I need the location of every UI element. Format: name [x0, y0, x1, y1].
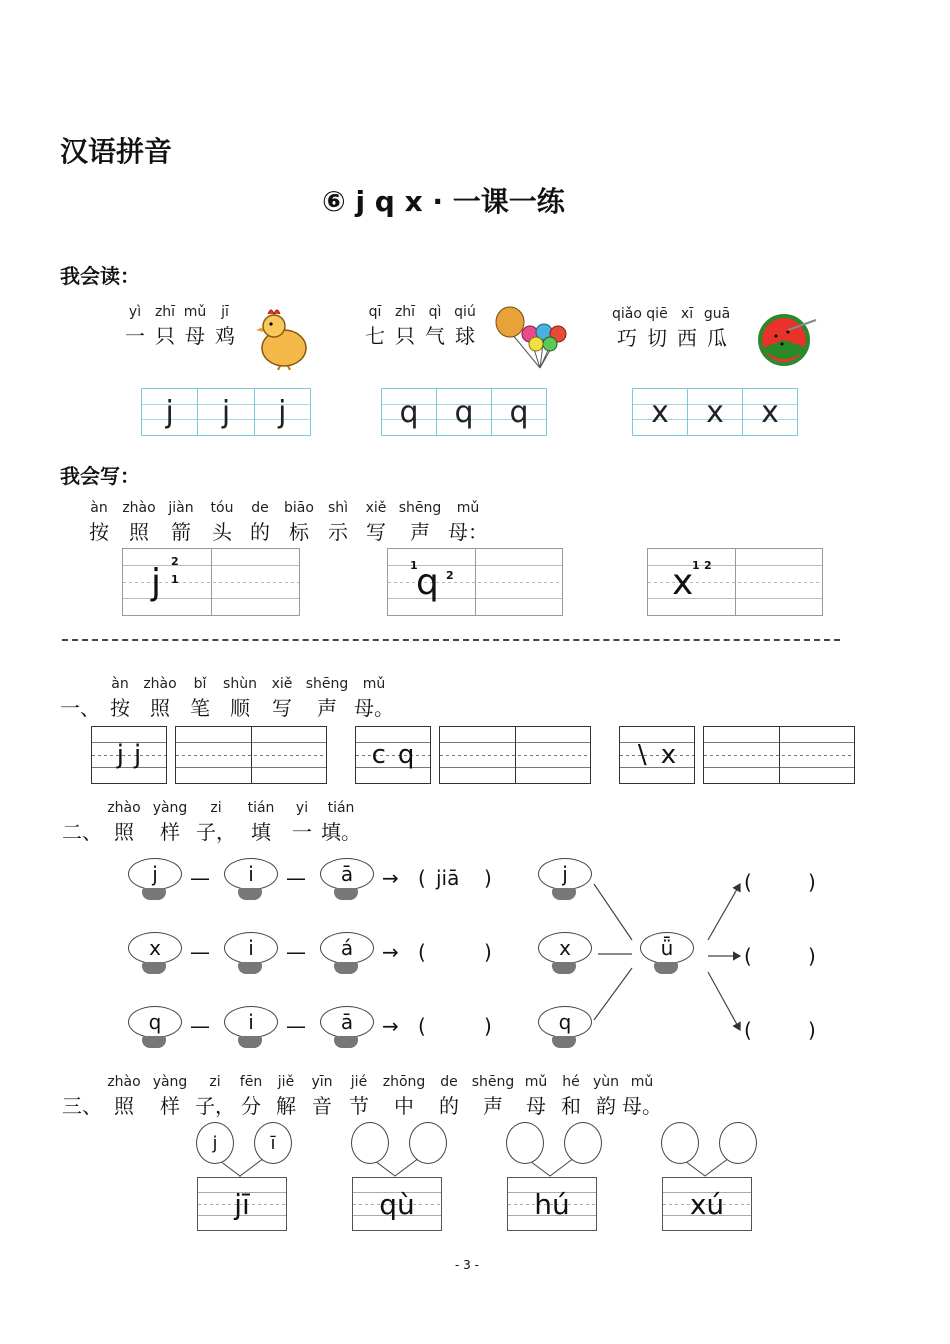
hanzi: 按 — [89, 520, 109, 544]
pinyin: bǐ — [193, 676, 207, 692]
hanzi: 节 — [349, 1094, 369, 1118]
balloon-initial[interactable] — [506, 1122, 544, 1164]
stroke-order-example-q — [355, 726, 431, 784]
answer-cell[interactable] — [515, 727, 591, 783]
pinyin: shùn — [223, 676, 257, 692]
pinyin: qī — [368, 304, 382, 320]
hanzi: 分 — [241, 1094, 261, 1118]
page-number: - 3 - — [455, 1258, 479, 1272]
write-section-title: 我会写： — [60, 464, 140, 488]
chicken-icon — [254, 306, 310, 370]
pinyin: zhào — [122, 500, 156, 516]
read-item-1-words — [120, 304, 240, 349]
pinyin: xiě — [365, 500, 387, 516]
pinyin: mǔ — [183, 304, 207, 320]
grid-letter: q — [491, 389, 546, 435]
dash: — — [190, 866, 210, 890]
hanzi: 声 — [483, 1094, 503, 1118]
answer-cell[interactable] — [704, 727, 779, 783]
grid-letter: x — [651, 394, 669, 430]
pinyin: shēng — [398, 500, 442, 516]
hanzi: 写 — [272, 696, 292, 720]
balloon-final[interactable] — [409, 1122, 447, 1164]
pinyin: qiē — [646, 306, 668, 322]
hanzi: 照 — [114, 820, 134, 844]
stroke-sequence: \ — [637, 740, 647, 770]
grid-letter: j — [254, 389, 310, 435]
balloon-final: ī — [254, 1122, 292, 1164]
hanzi: 和 — [561, 1094, 581, 1118]
pinyin: de — [251, 500, 269, 516]
balloon-initial: j — [196, 1122, 234, 1164]
stroke-result: x — [660, 740, 677, 770]
hanzi: 巧 — [617, 326, 637, 350]
hanzi: 照 — [129, 520, 149, 544]
stroke-order-example-x — [619, 726, 695, 784]
close-paren: ) — [484, 866, 492, 890]
close-paren: ) — [808, 1018, 816, 1042]
stroke-result: q — [397, 740, 415, 770]
pinyin: mǔ — [524, 1074, 548, 1090]
stroke-number: 1 — [692, 559, 700, 572]
pinyin: mǔ — [362, 676, 386, 692]
close-paren: ) — [808, 944, 816, 968]
stroke-grid-x — [647, 548, 823, 616]
pinyin: de — [440, 1074, 458, 1090]
hanzi: 子， — [195, 1094, 235, 1118]
stroke-cell — [388, 549, 475, 615]
open-paren: ( — [744, 870, 752, 894]
close-paren: ) — [484, 940, 492, 964]
exercise-number: 一、 — [60, 696, 100, 720]
stroke-cell — [123, 549, 211, 615]
letter-grid-x — [632, 388, 798, 436]
hanzi: 西 — [677, 326, 697, 350]
exercise-number: 三、 — [62, 1094, 102, 1118]
close-paren: ) — [808, 870, 816, 894]
mushroom-initial: j — [128, 858, 182, 902]
pinyin: qiǎo — [612, 306, 642, 322]
pinyin: zhào — [107, 1074, 141, 1090]
hanzi: 韵 — [596, 1094, 616, 1118]
pinyin: yùn — [592, 1074, 620, 1090]
hanzi: 一 — [292, 820, 312, 844]
pinyin: yàng — [152, 1074, 188, 1090]
hanzi: 笔 — [190, 696, 210, 720]
hanzi: 箭 — [171, 520, 191, 544]
open-paren: ( — [418, 940, 426, 964]
stroke-grid-j — [122, 548, 300, 616]
mushroom-initial: q — [128, 1006, 182, 1050]
mushroom-initial: j — [538, 858, 592, 902]
answer-cell[interactable] — [779, 727, 855, 783]
exercise3-instruction — [60, 1074, 660, 1119]
hanzi: 标 — [289, 520, 309, 544]
grid-letter: x — [742, 389, 797, 435]
answer-blank[interactable] — [436, 1014, 480, 1038]
hanzi: 照 — [114, 1094, 134, 1118]
pinyin: jié — [350, 1074, 368, 1090]
stroke-order-answer-q — [439, 726, 591, 784]
pinyin: fēn — [239, 1074, 263, 1090]
grid-letter: x — [687, 389, 742, 435]
pinyin: yīn — [311, 1074, 333, 1090]
stroke-number: 2 — [171, 555, 179, 568]
grid-letter: q — [436, 389, 491, 435]
hanzi: 切 — [647, 326, 667, 350]
answer-blank[interactable] — [760, 944, 804, 968]
empty-cell[interactable] — [475, 549, 563, 615]
syllable-box: qù — [352, 1177, 442, 1231]
pinyin: jiě — [277, 1074, 295, 1090]
open-paren: ( — [744, 944, 752, 968]
pinyin: jī — [221, 304, 229, 320]
pinyin: hé — [562, 1074, 580, 1090]
pinyin: àn — [90, 500, 108, 516]
hanzi: 只 — [395, 324, 415, 348]
hanzi: 母。 — [622, 1094, 662, 1118]
mushroom-medial: i — [224, 932, 278, 976]
answer-cell[interactable] — [251, 727, 327, 783]
mushroom-initial: x — [128, 932, 182, 976]
hanzi: 母： — [448, 520, 488, 544]
balloon-initial[interactable] — [351, 1122, 389, 1164]
mushroom-medial: i — [224, 1006, 278, 1050]
hanzi: 母 — [526, 1094, 546, 1118]
grid-letter: j — [165, 394, 174, 430]
stroke-number: 1 — [171, 573, 179, 586]
pinyin: mǔ — [456, 500, 480, 516]
hanzi: 解 — [276, 1094, 296, 1118]
pinyin: zhào — [107, 800, 141, 816]
letter-grid-j — [141, 388, 311, 436]
hanzi: 样 — [160, 1094, 180, 1118]
pinyin: tián — [327, 800, 355, 816]
open-paren: ( — [418, 1014, 426, 1038]
pinyin: zhī — [154, 304, 176, 320]
hanzi: 一 — [125, 324, 145, 348]
hanzi: 填 — [251, 820, 271, 844]
hanzi: 七 — [365, 324, 385, 348]
hanzi: 母。 — [354, 696, 394, 720]
dash: — — [190, 940, 210, 964]
stroke-order-example-j — [91, 726, 167, 784]
dash: — — [190, 1014, 210, 1038]
answer-example: jiā — [436, 866, 460, 890]
dash: — — [286, 1014, 306, 1038]
pinyin: yì — [128, 304, 142, 320]
pinyin: mǔ — [630, 1074, 654, 1090]
close-paren: ) — [484, 1014, 492, 1038]
hanzi: 样 — [160, 820, 180, 844]
exercise2-instruction — [60, 800, 364, 845]
stroke-number: 2 — [446, 569, 454, 582]
syllable-box: jī — [197, 1177, 287, 1231]
stroke-order-answer-x — [703, 726, 855, 784]
stroke-number: 1 — [410, 559, 418, 572]
hanzi: 气 — [425, 324, 445, 348]
pinyin: shēng — [471, 1074, 515, 1090]
stroke-cell — [648, 549, 735, 615]
pinyin: biāo — [284, 500, 314, 516]
hanzi: 照 — [150, 696, 170, 720]
pinyin: shì — [327, 500, 349, 516]
read-item-2-words — [360, 304, 480, 349]
read-item-3-words — [612, 306, 732, 351]
balloon-final[interactable] — [719, 1122, 757, 1164]
answer-cell[interactable] — [176, 727, 251, 783]
balloon-final[interactable] — [564, 1122, 602, 1164]
pinyin: xiě — [271, 676, 293, 692]
stroke-sequence: c — [371, 740, 386, 770]
pinyin: yi — [295, 800, 309, 816]
pinyin: zi — [210, 800, 222, 816]
balloons-icon — [490, 306, 574, 370]
syllable-box: hú — [507, 1177, 597, 1231]
exercise-number: 二、 — [62, 820, 102, 844]
mushroom-final-u: ǖ — [640, 932, 694, 976]
syllable-box: xú — [662, 1177, 752, 1231]
answer-cell[interactable] — [440, 727, 515, 783]
pinyin: àn — [111, 676, 129, 692]
hanzi: 鸡 — [215, 324, 235, 348]
section-divider — [62, 639, 840, 641]
mushroom-final: á — [320, 932, 374, 976]
hanzi: 中 — [394, 1094, 414, 1118]
hanzi: 示 — [328, 520, 348, 544]
arrow: → — [382, 940, 399, 964]
arrow: → — [382, 1014, 399, 1038]
pinyin: jiàn — [168, 500, 194, 516]
stroke-grid-q — [387, 548, 563, 616]
answer-blank[interactable] — [760, 870, 804, 894]
dash: — — [286, 866, 306, 890]
stroke-number: 2 — [704, 559, 712, 572]
hanzi: 填。 — [321, 820, 361, 844]
mushroom-final: ā — [320, 1006, 374, 1050]
mushroom-initial: q — [538, 1006, 592, 1050]
pinyin: qì — [428, 304, 442, 320]
mushroom-medial: i — [224, 858, 278, 902]
pinyin: zi — [209, 1074, 221, 1090]
pinyin: zhōng — [382, 1074, 426, 1090]
watermelon-icon — [754, 308, 820, 368]
hanzi: 按 — [110, 696, 130, 720]
hanzi: 只 — [155, 324, 175, 348]
pinyin: shēng — [305, 676, 349, 692]
hanzi: 头 — [212, 520, 232, 544]
hanzi: 球 — [455, 324, 475, 348]
pinyin: zhī — [394, 304, 416, 320]
grid-letter: j — [197, 389, 253, 435]
stroke-result: j — [134, 740, 142, 770]
arrow: → — [382, 866, 399, 890]
pinyin: zhào — [143, 676, 177, 692]
pinyin: guā — [703, 306, 731, 322]
open-paren: ( — [418, 866, 426, 890]
stroke-letter: x — [672, 561, 694, 603]
write-instruction — [80, 500, 492, 545]
hanzi: 母 — [185, 324, 205, 348]
mushroom-final: ā — [320, 858, 374, 902]
hanzi: 的 — [439, 1094, 459, 1118]
lesson-title: ⑥ j q x · 一课一练 — [322, 185, 565, 218]
hanzi: 音 — [312, 1094, 332, 1118]
pinyin: yàng — [152, 800, 188, 816]
pinyin: tóu — [210, 500, 234, 516]
empty-cell[interactable] — [735, 549, 823, 615]
empty-cell[interactable] — [211, 549, 300, 615]
letter-grid-q — [381, 388, 547, 436]
grid-letter: q — [399, 394, 419, 430]
read-section-title: 我会读： — [60, 264, 140, 288]
answer-blank[interactable] — [436, 940, 480, 964]
answer-blank[interactable] — [760, 1018, 804, 1042]
balloon-initial[interactable] — [661, 1122, 699, 1164]
stroke-letter: j — [151, 561, 162, 603]
hanzi: 瓜 — [707, 326, 727, 350]
hanzi: 的 — [250, 520, 270, 544]
mushroom-initial: x — [538, 932, 592, 976]
stroke-letter: q — [416, 561, 439, 603]
open-paren: ( — [744, 1018, 752, 1042]
exercise1-instruction — [60, 676, 398, 721]
stroke-sequence: j — [116, 740, 124, 770]
hanzi: 声 — [410, 520, 430, 544]
hanzi: 顺 — [230, 696, 250, 720]
hanzi: 声 — [317, 696, 337, 720]
stroke-order-answer-j — [175, 726, 327, 784]
series-title: 汉语拼音 — [60, 135, 173, 168]
pinyin: xī — [680, 306, 694, 322]
dash: — — [286, 940, 306, 964]
pinyin: qiú — [454, 304, 476, 320]
hanzi: 写 — [366, 520, 386, 544]
hanzi: 子， — [196, 820, 236, 844]
pinyin: tián — [247, 800, 275, 816]
